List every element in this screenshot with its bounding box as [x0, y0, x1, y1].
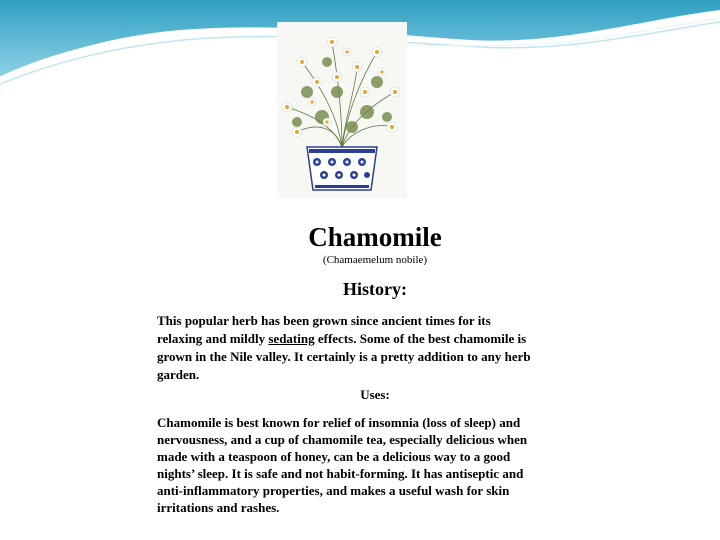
uses-paragraph: Chamomile is best known for relief of insomnia (loss of sleep) and nervousness, and a cup of chamomile tea, especially delicious when made with a teaspoon of honey, can be a delicious way to a good nights’ sleep. It is safe and not habit-forming. It has antiseptic and anti-inflammatory properties, and makes a useful wash for skin irritations and rashes.: [157, 415, 528, 515]
history-text-end: effects. Some of the best chamomile is grown in the Nile valley. It certainly is a pretty addition to any herb garden.: [157, 331, 531, 382]
slide-title: Chamomile: [308, 222, 442, 252]
history-text-start: This popular herb has been grown since ancient times for its relaxing and mildly: [157, 313, 491, 346]
history-paragraph: [157, 312, 532, 384]
scientific-name: (Chamaemelum nobile): [322, 254, 428, 266]
chamomile-plant-illustration: [277, 22, 407, 198]
history-heading: History:: [343, 279, 407, 299]
flower-pot: [307, 147, 377, 190]
uses-heading: Uses:: [360, 387, 390, 402]
sedating-term: sedating: [268, 331, 315, 346]
